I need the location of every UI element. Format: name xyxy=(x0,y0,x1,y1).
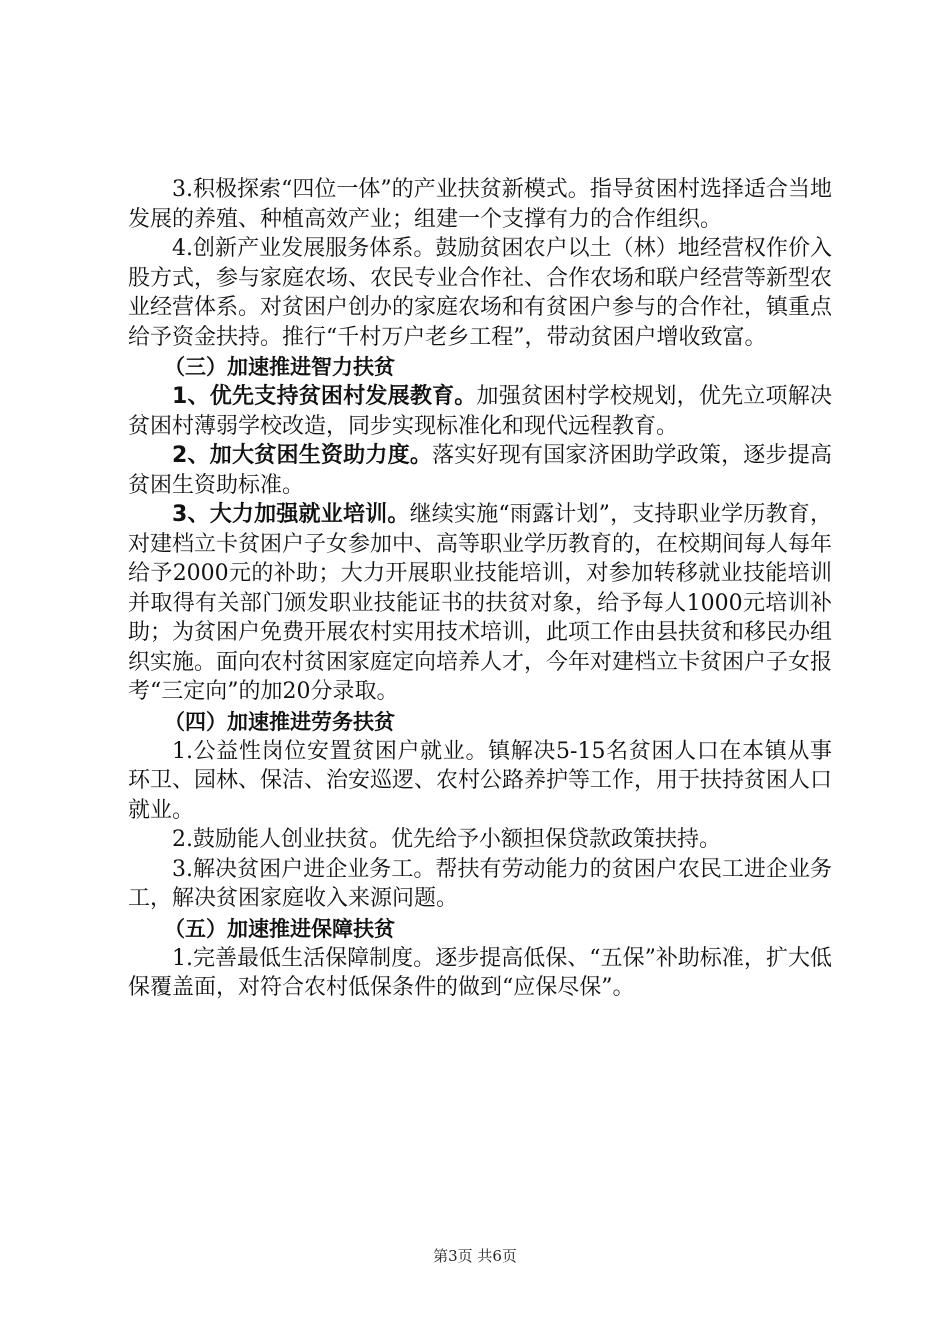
page-number-footer: 第3页 共6页 xyxy=(433,1247,517,1265)
paragraph-industry-service: 4.创新产业发展服务体系。鼓励贫困农户以土（林）地经营权作价入股方式，参与家庭农场、农民专业合作社、合作农场和联户经营等新型农业经营体系。对贫困户创办的家庭农场和有贫困户参与的合作社，镇重点给予资金扶持。推行“千村万户老乡工程”，带动贫困户增收致富。 xyxy=(128,236,833,350)
paragraph-job-training xyxy=(128,500,832,707)
section-heading-security: （五）加速推进保障扶贫 xyxy=(164,916,395,941)
paragraph-public-posts: 1.公益性岗位安置贫困户就业。镇解决5-15名贫困人口在本镇从事环卫、园林、保洁、治安巡逻、农村公路养护等工作，用于扶持贫困人口就业。 xyxy=(128,738,833,823)
section-heading-education: （三）加速推进智力扶贫 xyxy=(164,355,395,379)
paragraph-lead: 3、大力加强就业培训。 xyxy=(172,502,410,527)
paragraph-lead: 1、优先支持贫困村发展教育。 xyxy=(172,384,477,409)
paragraph-minimum-living: 1.完善最低生活保障制度。逐步提高低保、“五保”补助标准，扩大低保覆盖面，对符合农村低保条件的做到“应保尽保”。 xyxy=(128,945,832,1000)
section-heading-labor: （四）加速推进劳务扶贫 xyxy=(164,709,395,734)
paragraph-entrepreneurship: 2.鼓励能人创业扶贫。优先给予小额担保贷款政策扶持。 xyxy=(172,827,721,852)
document-body xyxy=(128,175,832,1003)
paragraph-body: 落实好现有国家济困助学政策，逐步提高贫困生资助标准。 xyxy=(128,443,832,498)
paragraph-body: 继续实施“雨露计划”，支持职业学历教育，对建档立卡贫困户子女参加中、高等职业学历教育的，在校期间每人每年给予2000元的补助；大力开展职业技能培训，对参加转移就业技能培训并取得有关部门颁发职业技能证书的扶贫对象，给予每人1000元培训补助；为贫困户免费开展农村实用技术培训，此项工作由县扶贫和移民办组织实施。面向农村贫困家庭定向培养人才，今年对建档立卡贫困户子女报考“三定向”的加20分录取。 xyxy=(128,502,833,704)
paragraph-education-support xyxy=(128,382,832,441)
paragraph-lead: 2、加大贫困生资助力度。 xyxy=(172,443,433,468)
paragraph-enterprise-work: 3.解决贫困户进企业务工。帮扶有劳动能力的贫困户农民工进企业务工，解决贫困家庭收入来源问题。 xyxy=(128,856,832,911)
paragraph-body: 加强贫困村学校规划，优先立项解决贫困村薄弱学校改造，同步实现标准化和现代远程教育。 xyxy=(128,384,832,439)
paragraph-industry-model: 3.积极探索“四位一体”的产业扶贫新模式。指导贫困村选择适合当地发展的养殖、种植高效产业；组建一个支撑有力的合作组织。 xyxy=(128,177,832,232)
paragraph-student-aid xyxy=(128,441,832,500)
